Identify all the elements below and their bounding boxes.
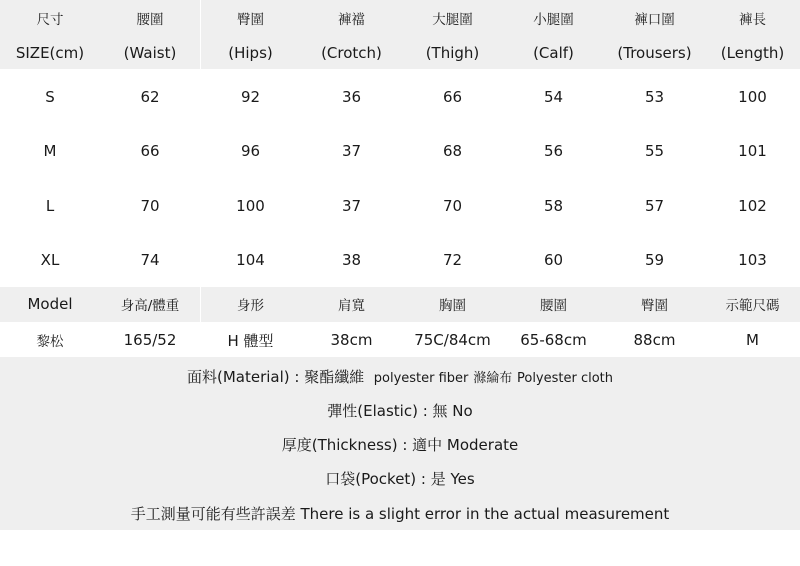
size-label: M — [43, 142, 57, 160]
size-label: L — [45, 197, 55, 215]
length-value: 101 — [738, 142, 767, 160]
header-en-trousers: (Trousers) — [617, 44, 692, 62]
model-header-hips: 臀圍 — [641, 298, 668, 314]
size-row-xl — [0, 247, 800, 273]
size-row-l — [0, 193, 800, 219]
model-sample-size: M — [746, 331, 759, 349]
size-label: XL — [40, 251, 60, 269]
model-body-shape: H 體型 — [227, 331, 274, 350]
model-hips: 88cm — [633, 331, 676, 349]
thigh-value: 68 — [442, 142, 463, 160]
elastic-note: 彈性(Elastic) : 無 No — [327, 402, 473, 420]
size-row-m — [0, 138, 800, 164]
header-en-thigh: (Thigh) — [425, 44, 480, 62]
calf-value: 54 — [543, 88, 564, 106]
size-header-en-row — [0, 40, 800, 66]
model-header-chest: 胸圍 — [439, 298, 466, 314]
model-height-weight: 165/52 — [123, 331, 177, 349]
calf-value: 58 — [543, 197, 564, 215]
header-en-length: (Length) — [720, 44, 785, 62]
material-en2: Polyester cloth — [516, 371, 614, 386]
header-cn-trousers: 褲口圍 — [634, 12, 675, 28]
thigh-value: 70 — [442, 197, 463, 215]
waist-value: 74 — [140, 251, 160, 269]
size-row-s — [0, 84, 800, 110]
calf-value: 60 — [543, 251, 564, 269]
model-header-model: Model — [27, 295, 73, 313]
header-cn-size: 尺寸 — [36, 12, 64, 28]
trousers-value: 57 — [644, 197, 665, 215]
header-cn-waist: 腰圍 — [136, 12, 164, 28]
size-label: S — [45, 88, 55, 106]
header-en-hips: (Hips) — [228, 44, 273, 62]
model-name: 黎松 — [36, 334, 64, 350]
thigh-value: 72 — [442, 251, 463, 269]
length-value: 103 — [738, 251, 767, 269]
crotch-value: 37 — [341, 142, 362, 160]
header-en-waist: (Waist) — [123, 44, 177, 62]
measurement-error-note: 手工測量可能有些許誤差 There is a slight error in the actual measurement — [130, 505, 670, 523]
hips-value: 92 — [240, 88, 261, 106]
crotch-value: 36 — [341, 88, 362, 106]
crotch-value: 37 — [341, 197, 362, 215]
trousers-value: 59 — [644, 251, 665, 269]
model-header-height-weight: 身高/體重 — [120, 298, 180, 314]
header-cn-thigh: 大腿圍 — [432, 12, 473, 28]
model-header-sample-size: 示範尺碼 — [725, 298, 780, 314]
model-header-row — [0, 291, 800, 317]
calf-value: 56 — [543, 142, 564, 160]
hips-value: 96 — [240, 142, 261, 160]
waist-value: 66 — [140, 142, 160, 160]
header-cn-length: 褲長 — [739, 12, 766, 28]
thigh-value: 66 — [442, 88, 463, 106]
length-value: 102 — [738, 197, 767, 215]
model-chest: 75C/84cm — [414, 331, 491, 349]
model-shoulder: 38cm — [330, 331, 373, 349]
model-header-waist: 腰圍 — [540, 298, 567, 314]
size-header-cn-row — [0, 6, 800, 30]
waist-value: 70 — [140, 197, 160, 215]
header-cn-crotch: 褲襠 — [338, 12, 365, 28]
header-en-size: SIZE(cm) — [15, 44, 85, 62]
trousers-value: 53 — [644, 88, 665, 106]
hips-value: 100 — [236, 197, 265, 215]
crotch-value: 38 — [341, 251, 362, 269]
length-value: 100 — [738, 88, 767, 106]
material-cn2: 滌綸布 — [473, 371, 513, 386]
header-en-calf: (Calf) — [533, 44, 574, 62]
material-label: 面料(Material) : 聚酯纖維 — [186, 368, 365, 386]
header-en-crotch: (Crotch) — [321, 44, 382, 62]
pocket-note: 口袋(Pocket) : 是 Yes — [325, 470, 475, 488]
model-header-body-shape: 身形 — [237, 298, 264, 314]
model-values-row — [0, 327, 800, 353]
model-header-shoulder: 肩寬 — [338, 298, 365, 314]
waist-value: 62 — [140, 88, 160, 106]
material-note — [0, 366, 800, 387]
header-cn-hips: 臀圍 — [237, 12, 264, 28]
model-waist: 65-68cm — [520, 331, 587, 349]
hips-value: 104 — [236, 251, 265, 269]
material-en: polyester fiber — [373, 371, 469, 386]
trousers-value: 55 — [644, 142, 665, 160]
header-cn-calf: 小腿圍 — [533, 12, 574, 28]
thickness-note: 厚度(Thickness) : 適中 Moderate — [281, 436, 519, 454]
